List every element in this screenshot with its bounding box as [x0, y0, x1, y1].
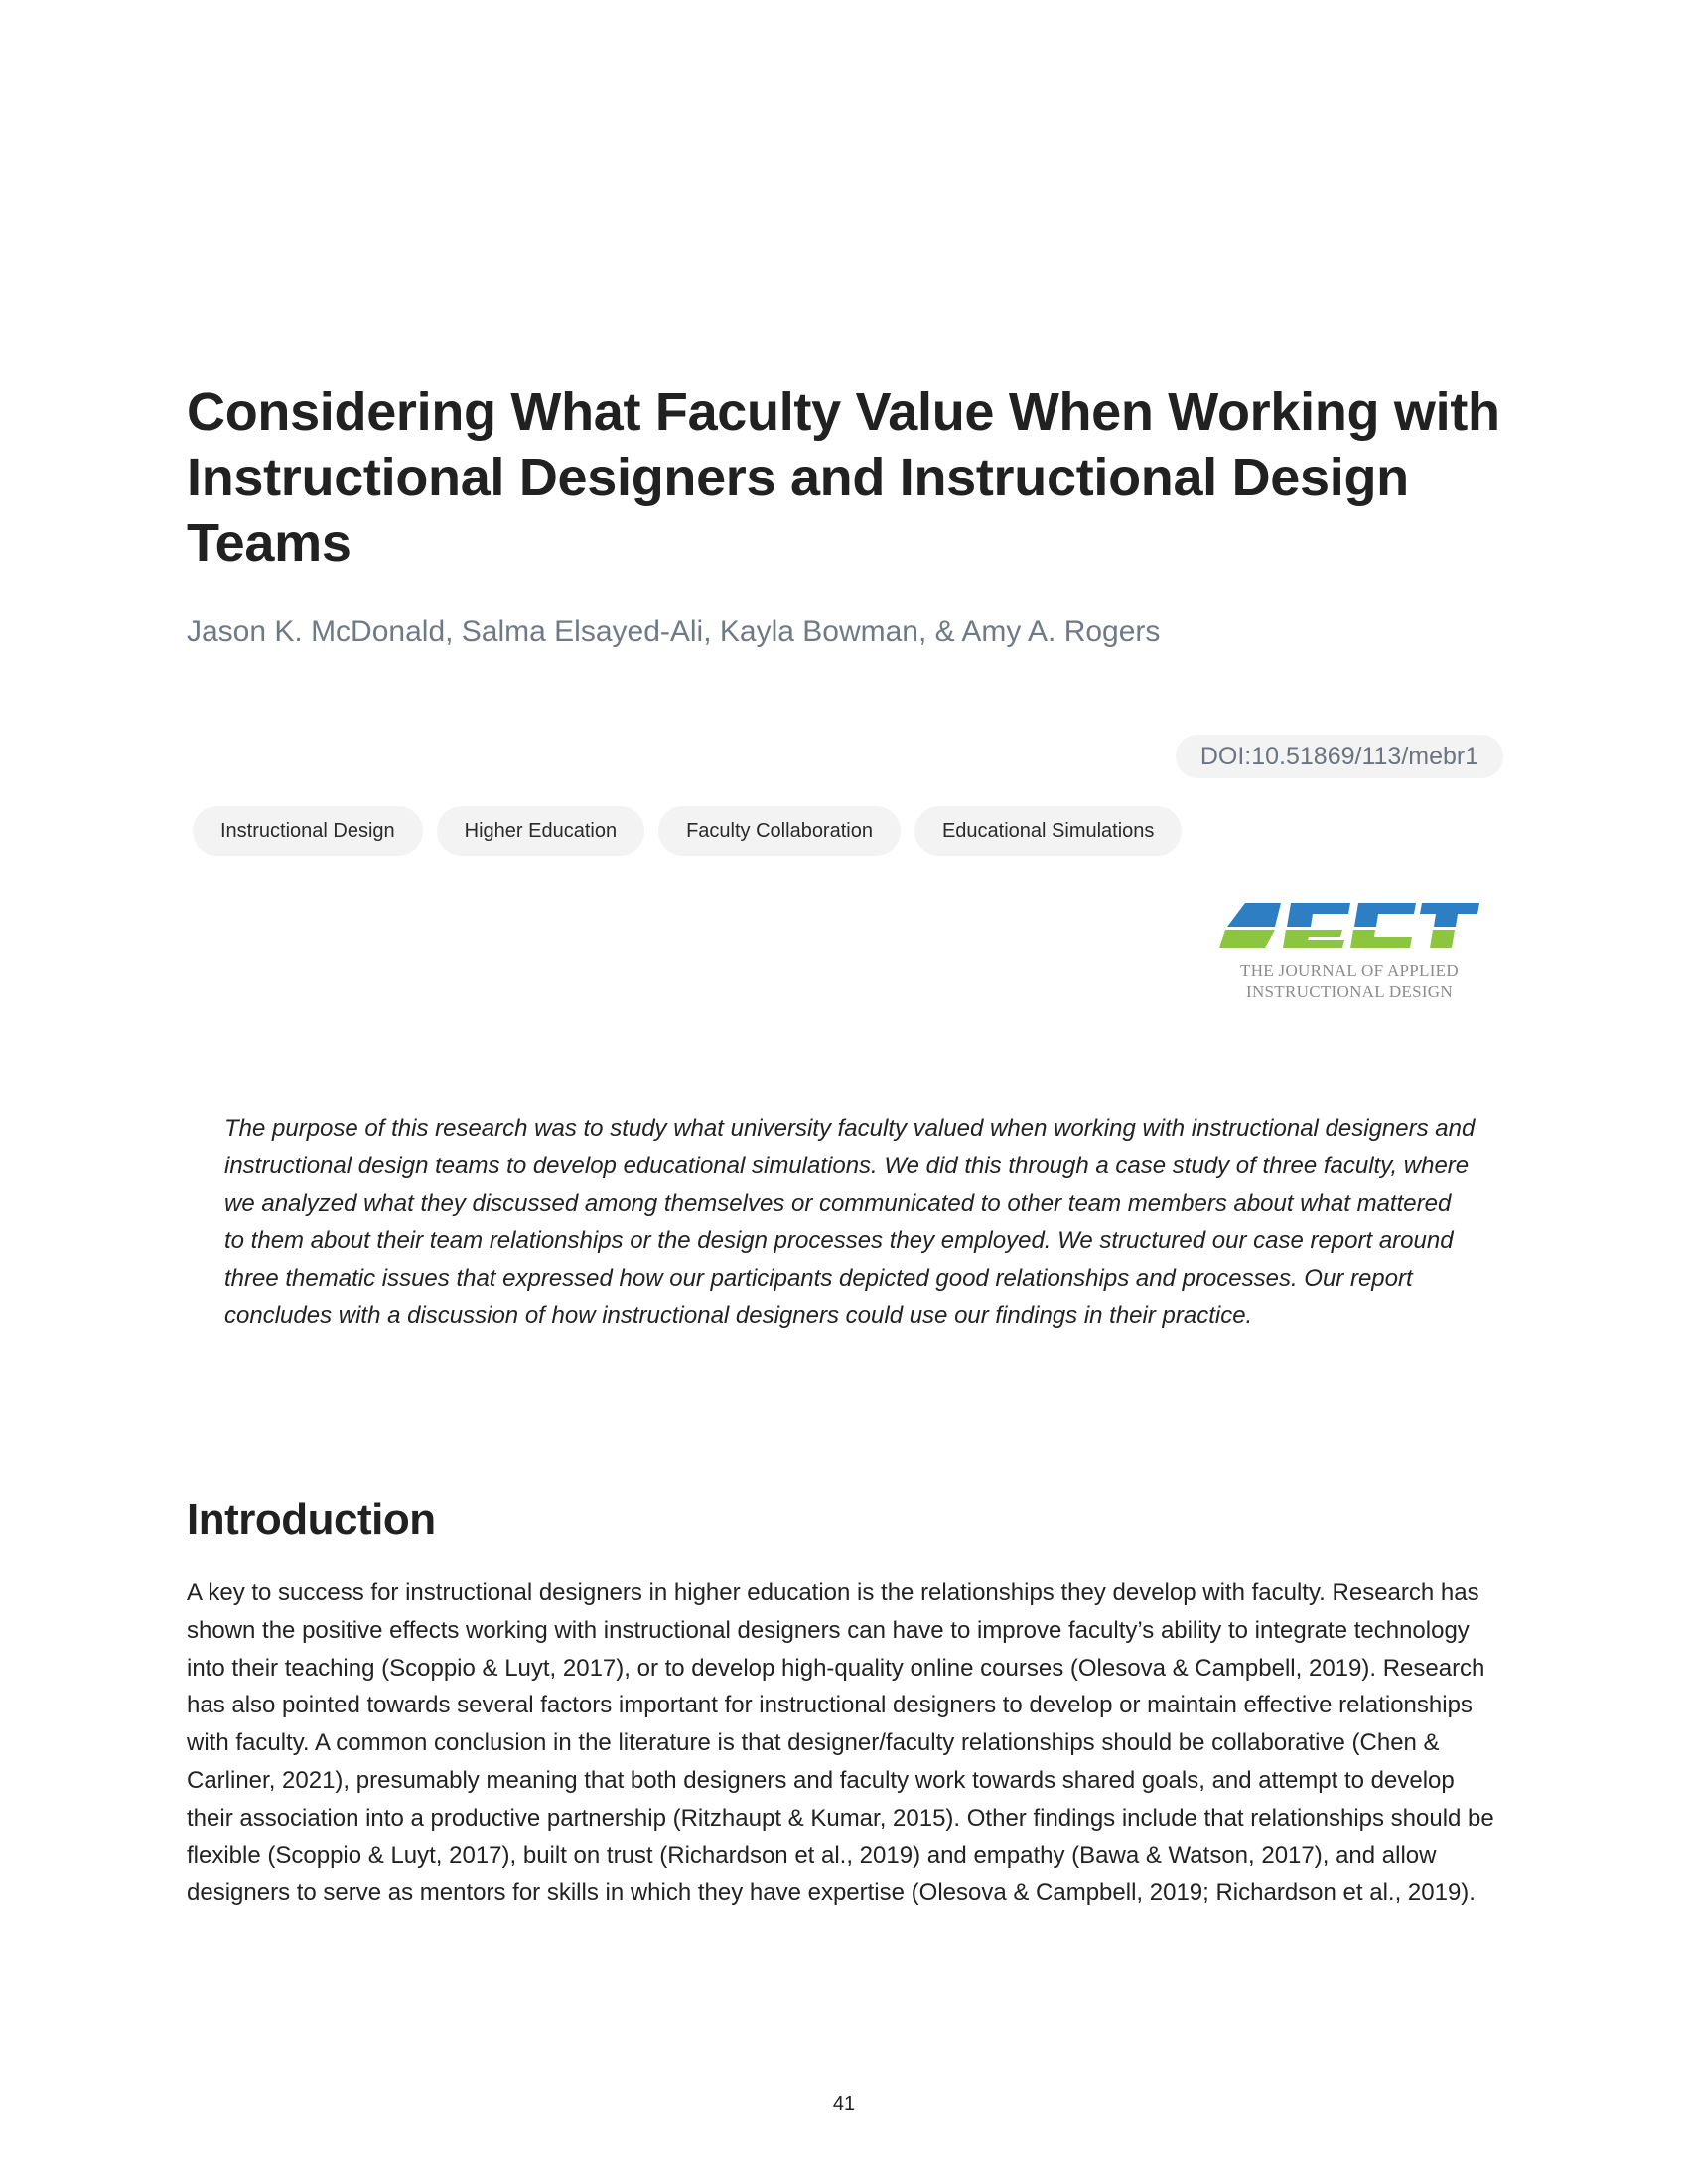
article-authors: Jason K. McDonald, Salma Elsayed-Ali, Kayla Bowman, & Amy A. Rogers [187, 615, 1161, 648]
keyword-tags [193, 806, 1196, 856]
aect-journal-logo [1219, 899, 1479, 1007]
doi-badge[interactable]: DOI:10.51869/113/mebr1 [1176, 735, 1503, 778]
logo-journal-line-1: THE JOURNAL OF APPLIED [1240, 961, 1459, 980]
abstract: The purpose of this research was to study what university faculty valued when working with instructional designers and instructional design teams to develop educational simulations. We did this through a case study of three faculty, where we analyzed what they discussed among themselves or communicated to other team members about what mattered to them about their team relationships or the design processes they employed. We structured our case report around three thematic issues that expressed how our participants depicted good relationships and processes. Our report concludes with a discussion of how instructional designers could use our findings in their practice. [224, 1115, 1476, 1329]
aect-wordmark [1219, 899, 1479, 955]
logo-journal-line-2: INSTRUCTIONAL DESIGN [1246, 982, 1453, 1001]
section-heading-introduction: Introduction [187, 1495, 436, 1544]
article-title: Considering What Faculty Value When Working with Instructional Designers and Instructional Design Teams [187, 382, 1500, 573]
keyword-tag-educational-simulations[interactable]: Educational Simulations [914, 806, 1182, 856]
keyword-tag-instructional-design[interactable]: Instructional Design [193, 806, 423, 856]
page-number: 41 [832, 2093, 856, 2115]
introduction-paragraph: A key to success for instructional designers in higher education is the relationships they develop with faculty. Research has shown the positive effects working with instructional designers can have to improve faculty’s ability to integrate technology into their teaching (Scoppio & Luyt, 2017), or to develop high-quality online courses (Olesova & Campbell, 2019). Research has also pointed towards several factors important for instructional designers to develop or maintain effective relationships with faculty. A common conclusion in the literature is that designer/faculty relationships should be collaborative (Chen & Carliner, 2021), presumably meaning that both designers and faculty work towards shared goals, and attempt to develop their association into a productive partnership (Ritzhaupt & Kumar, 2015). Other findings include that relationships should be flexible (Scoppio & Luyt, 2017), built on trust (Richardson et al., 2019) and empathy (Bawa & Watson, 2017), and allow designers to serve as mentors for skills in which they have expertise (Olesova & Campbell, 2019; Richardson et al., 2019). [187, 1579, 1494, 1907]
keyword-tag-faculty-collaboration[interactable]: Faculty Collaboration [658, 806, 901, 856]
keyword-tag-higher-education[interactable]: Higher Education [437, 806, 644, 856]
